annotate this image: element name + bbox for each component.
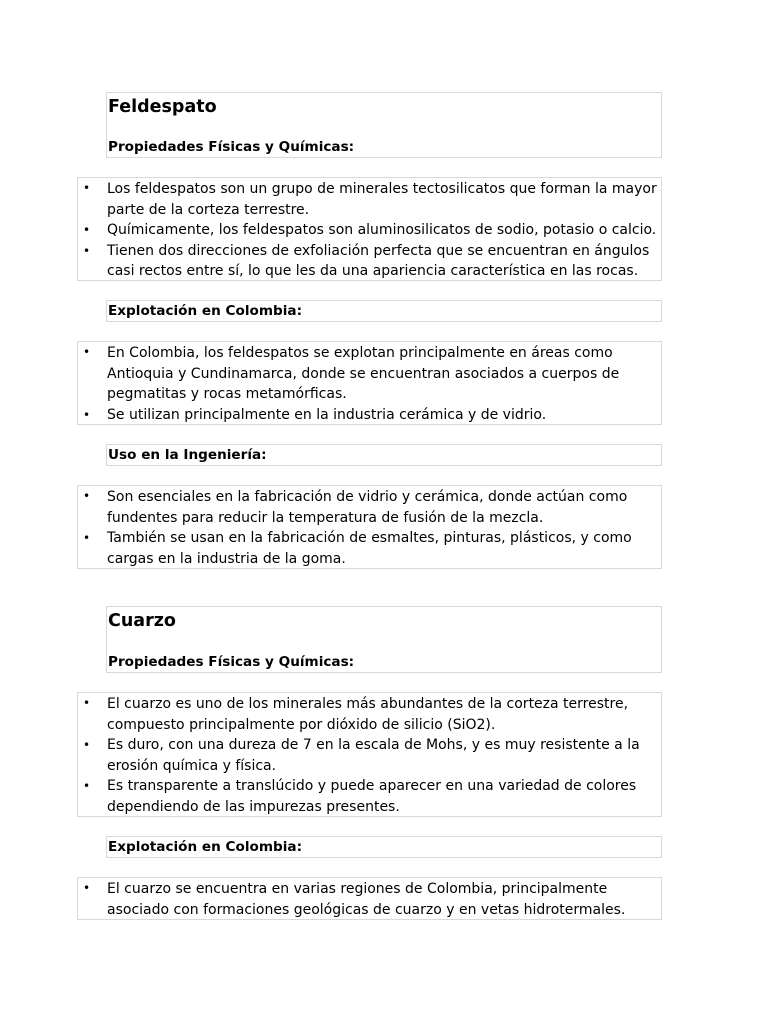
list-item-text: También se usan en la fabricación de esmaltes, pinturas, plásticos, y como cargas en la industria de la goma. (107, 530, 632, 567)
properties-label: Propiedades Físicas y Químicas: (108, 139, 355, 155)
bullet-icon: • (83, 531, 91, 546)
bullet-icon: • (83, 881, 91, 895)
feldespato-heading-box (106, 92, 662, 158)
list-item (78, 735, 661, 776)
list-item (78, 220, 661, 241)
cuarzo-heading-box (106, 606, 662, 673)
bullet-icon: • (83, 489, 91, 503)
bullet-icon: • (83, 181, 91, 195)
list-item (78, 178, 661, 220)
list-item (78, 528, 661, 569)
bullet-icon: • (83, 779, 91, 794)
usage-label: Uso en la Ingeniería: (108, 447, 267, 463)
list-item-text: Se utilizan principalmente en la industria cerámica y de vidrio. (107, 406, 547, 423)
cuarzo-properties-list (77, 692, 662, 817)
list-item (78, 776, 661, 817)
bullet-icon: • (83, 345, 91, 359)
list-item-text: Es duro, con una dureza de 7 en la escala de Mohs, y es muy resistente a la erosión química y física. (107, 737, 640, 774)
feldespato-exploitation-label-box (106, 300, 662, 322)
cuarzo-exploitation-label-box (106, 836, 662, 858)
section-title: Feldespato (108, 97, 217, 117)
list-item (78, 693, 661, 735)
feldespato-usage-list (77, 485, 662, 569)
list-item (78, 241, 661, 282)
cuarzo-exploitation-list (77, 877, 662, 920)
properties-label: Propiedades Físicas y Químicas: (108, 654, 355, 670)
list-item-text: Tienen dos direcciones de exfoliación perfecta que se encuentran en ángulos casi rectos entre sí, lo que les da una apariencia característica en las rocas. (107, 242, 650, 280)
bullet-icon: • (83, 223, 91, 238)
list-item (78, 486, 661, 528)
exploitation-label: Explotación en Colombia: (108, 303, 303, 319)
feldespato-usage-label-box (106, 444, 662, 466)
exploitation-label: Explotación en Colombia: (108, 839, 303, 855)
list-item-text: En Colombia, los feldespatos se explotan principalmente en áreas como Antioquia y Cundinamarca, donde se encuentran asociados a cuerpos de pegmatitas y rocas metamórficas. (107, 345, 620, 403)
feldespato-exploitation-list (77, 341, 662, 425)
bullet-icon: • (83, 696, 91, 710)
list-item-text: Es transparente a translúcido y puede aparecer en una variedad de colores dependiendo de las impurezas presentes. (107, 778, 637, 815)
list-item-text: El cuarzo se encuentra en varias regiones de Colombia, principalmente asociado con formaciones geológicas de cuarzo y en vetas hidrotermales. (107, 881, 626, 918)
bullet-icon: • (83, 738, 91, 753)
section-title: Cuarzo (108, 611, 176, 631)
list-item-text: Químicamente, los feldespatos son aluminosilicatos de sodio, potasio o calcio. (107, 222, 657, 239)
list-item-text: Los feldespatos son un grupo de minerales tectosilicatos que forman la mayor parte de la corteza terrestre. (107, 181, 657, 218)
list-item-text: El cuarzo es uno de los minerales más abundantes de la corteza terrestre, compuesto principalmente por dióxido de silicio (SiO2). (107, 696, 629, 733)
list-item (78, 878, 661, 920)
list-item (78, 342, 661, 405)
feldespato-properties-list (77, 177, 662, 281)
bullet-icon: • (83, 243, 91, 258)
list-item (78, 405, 661, 426)
bullet-icon: • (83, 407, 91, 422)
list-item-text: Son esenciales en la fabricación de vidrio y cerámica, donde actúan como fundentes para reducir la temperatura de fusión de la mezcla. (107, 489, 628, 526)
